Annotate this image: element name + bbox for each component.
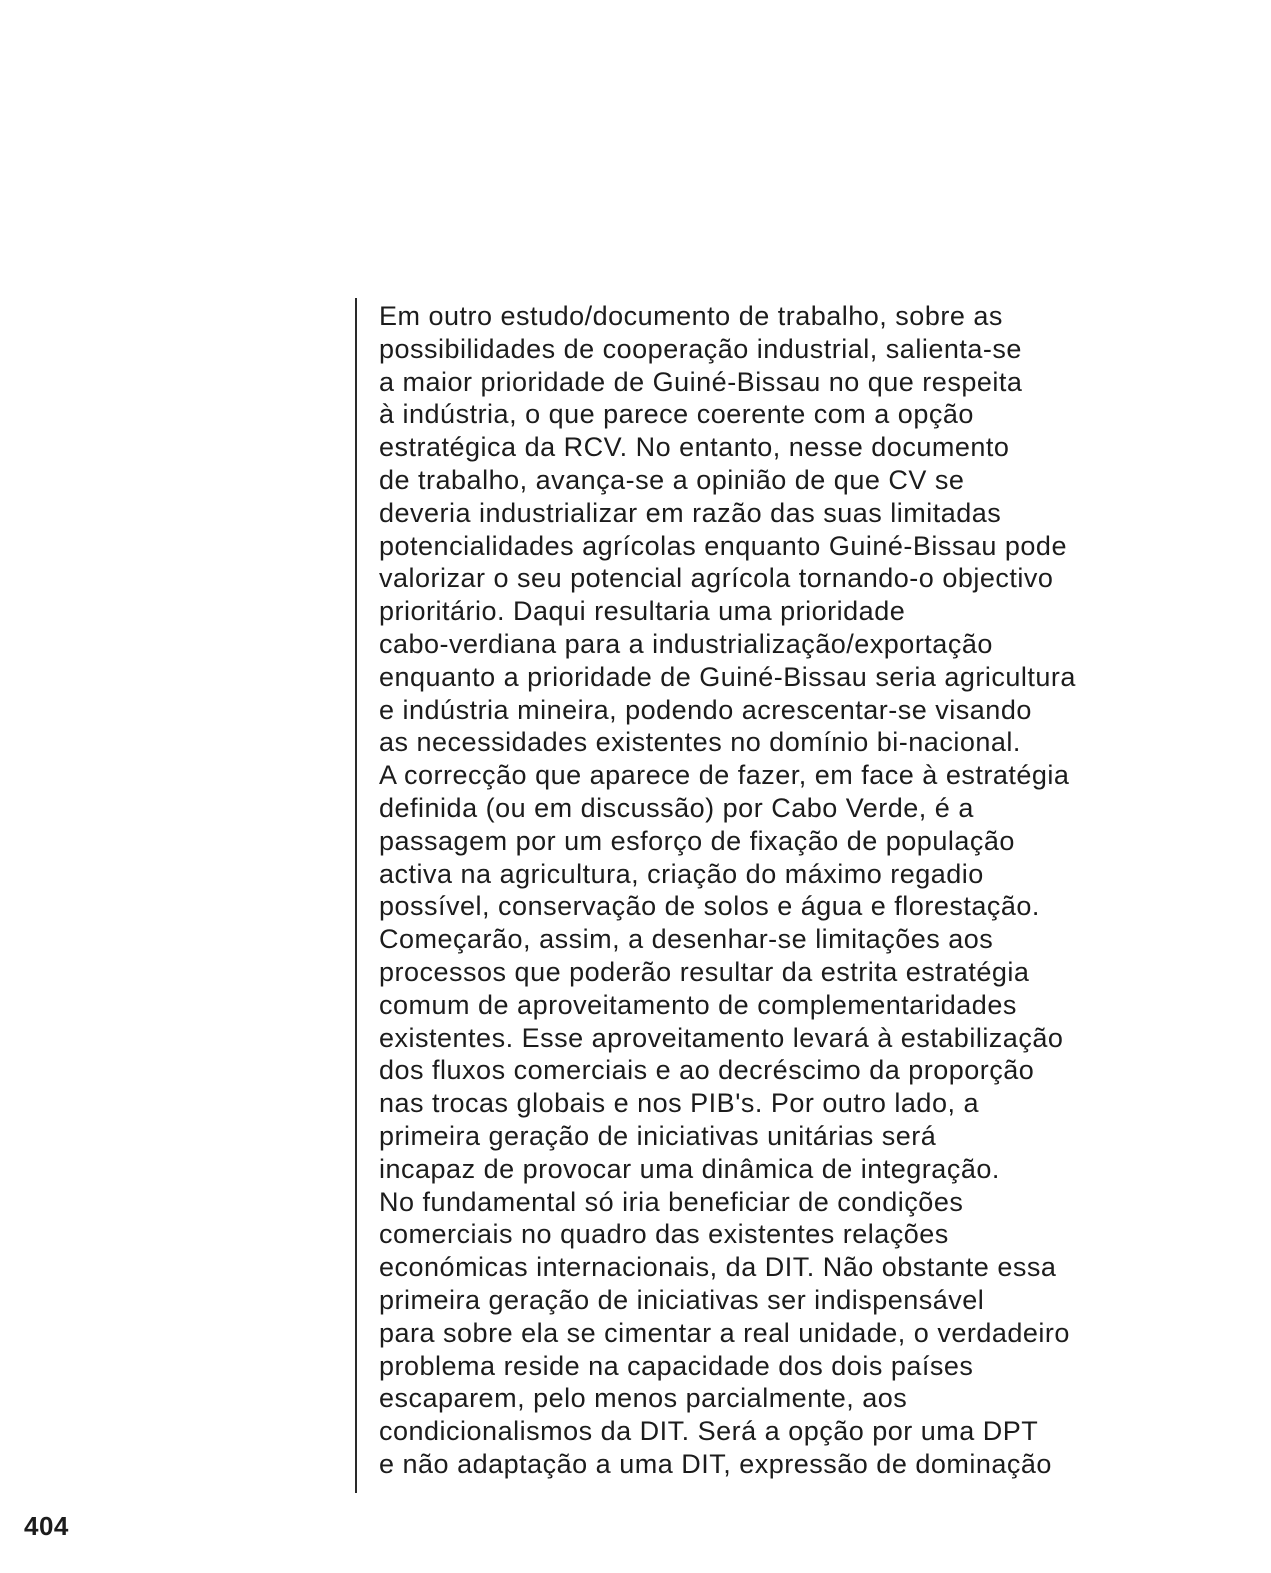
text-line: No fundamental só iria beneficiar de condições [379,1186,964,1217]
text-line: nas trocas globais e nos PIB's. Por outro lado, a [379,1088,979,1119]
text-line: deveria industrializar em razão das suas limitadas [379,497,1002,528]
text-line: à indústria, o que parece coerente com a opção [379,399,974,430]
text-line: comerciais no quadro das existentes relações [379,1219,949,1250]
text-line: dos fluxos comerciais e ao decréscimo da proporção [379,1055,1035,1086]
text-line: incapaz de provocar uma dinâmica de integração. [379,1153,1000,1184]
text-line: enquanto a prioridade de Guiné-Bissau seria agricultura [379,661,1076,692]
text-line: possibilidades de cooperação industrial, salienta-se [379,333,1022,364]
text-line: passagem por um esforço de fixação de população [379,825,1015,856]
text-line: problema reside na capacidade dos dois países [379,1350,974,1381]
text-line: potencialidades agrícolas enquanto Guiné-Bissau pode [379,530,1067,561]
text-line: existentes. Esse aproveitamento levará à estabilização [379,1022,1064,1053]
text-line: processos que poderão resultar da estrita estratégia [379,956,1030,987]
text-line: definida (ou em discussão) por Cabo Verde, é a [379,792,974,823]
text-line: para sobre ela se cimentar a real unidade, o verdadeiro [379,1317,1070,1348]
text-line: primeira geração de iniciativas unitárias será [379,1120,937,1151]
body-text [379,300,1219,1481]
text-line: prioritário. Daqui resultaria uma prioridade [379,596,906,627]
text-line: de trabalho, avança-se a opinião de que CV se [379,464,965,495]
text-line: primeira geração de iniciativas ser indispensável [379,1284,985,1315]
text-line: cabo-verdiana para a industrialização/exportação [379,628,993,659]
text-line: e não adaptação a uma DIT, expressão de dominação [379,1448,1052,1479]
text-line: estratégica da RCV. No entanto, nesse documento [379,432,1010,463]
text-line: a maior prioridade de Guiné-Bissau no que respeita [379,366,1023,397]
text-line: activa na agricultura, criação do máximo regadio [379,858,984,889]
text-line: A correcção que aparece de fazer, em face à estratégia [379,760,1070,791]
text-line: condicionalismos da DIT. Será a opção por uma DPT [379,1416,1039,1447]
text-line: as necessidades existentes no domínio bi-nacional. [379,727,1021,758]
text-line: escaparem, pelo menos parcialmente, aos [379,1383,908,1414]
text-line: valorizar o seu potencial agrícola tornando-o objectivo [379,563,1054,594]
text-line: Em outro estudo/documento de trabalho, sobre as [379,301,1003,331]
margin-rule [355,298,357,1493]
text-line: económicas internacionais, da DIT. Não obstante essa [379,1252,1057,1283]
text-line: e indústria mineira, podendo acrescentar-se visando [379,694,1032,725]
text-line: Começarão, assim, a desenhar-se limitações aos [379,924,994,955]
page-number: 404 [24,1511,69,1541]
text-line: comum de aproveitamento de complementaridades [379,989,1017,1020]
text-line: possível, conservação de solos e água e florestação. [379,891,1040,922]
